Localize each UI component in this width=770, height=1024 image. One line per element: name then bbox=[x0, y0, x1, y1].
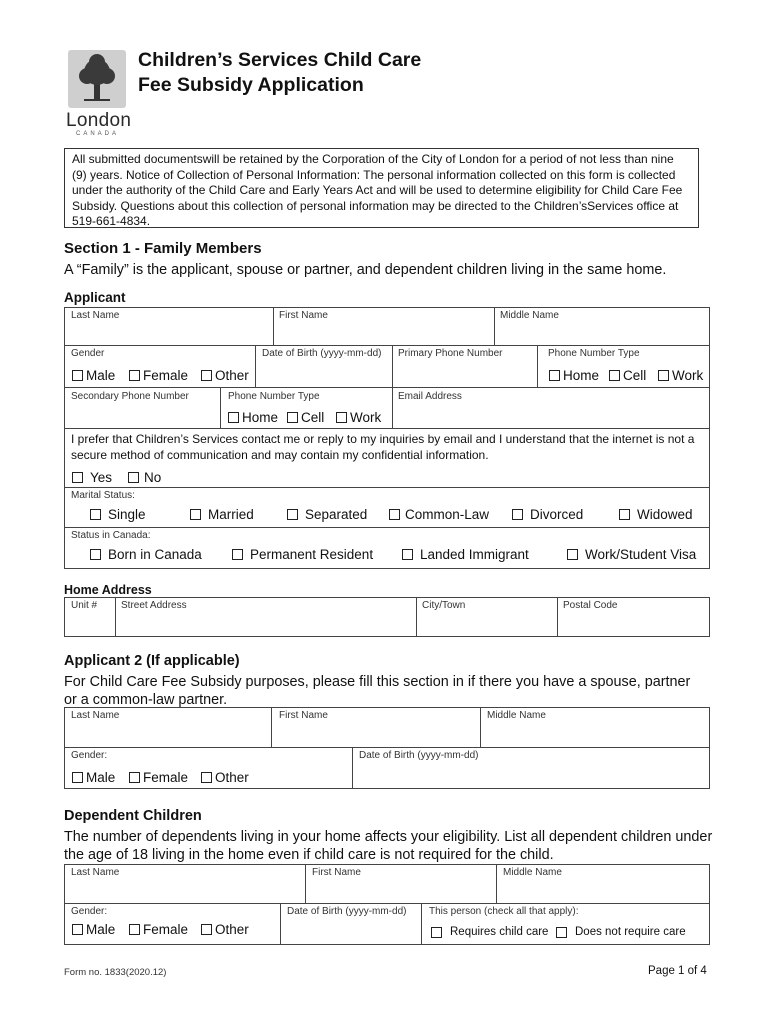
status-visa-checkbox[interactable]: Work/Student Visa bbox=[567, 547, 696, 562]
london-logo bbox=[68, 50, 126, 108]
gender-label: Gender bbox=[71, 348, 105, 359]
checkbox-icon bbox=[72, 370, 83, 381]
dep-first-name-label: First Name bbox=[312, 867, 361, 878]
requires-care-checkbox[interactable]: Requires child care bbox=[431, 926, 548, 938]
form-number: Form no. 1833(2020.12) bbox=[64, 967, 167, 978]
checkbox-icon bbox=[336, 412, 347, 423]
gender-other-checkbox[interactable]: Other bbox=[201, 368, 249, 383]
page-title: Children’s Services Child Care Fee Subsidy Application bbox=[138, 49, 422, 96]
status-born-checkbox[interactable]: Born in Canada bbox=[90, 547, 202, 562]
logo-subtext: CANADA bbox=[76, 131, 120, 137]
section1-intro: A “Family” is the applicant, spouse or partner, and dependent children living in the same home. bbox=[64, 262, 667, 278]
marital-status-cell bbox=[64, 487, 710, 528]
consent-no-checkbox[interactable]: No bbox=[128, 470, 161, 485]
unit-label: Unit # bbox=[71, 600, 98, 611]
street-label: Street Address bbox=[121, 600, 187, 611]
phone-type-label: Phone Number Type bbox=[548, 348, 640, 359]
phone-work-checkbox[interactable]: Work bbox=[658, 368, 703, 383]
checkbox-icon bbox=[201, 924, 212, 935]
dep-middle-name-label: Middle Name bbox=[503, 867, 562, 878]
checkbox-icon bbox=[287, 509, 298, 520]
a2-gender-other-checkbox[interactable]: Other bbox=[201, 770, 249, 785]
checkbox-icon bbox=[129, 772, 140, 783]
marital-widowed-checkbox[interactable]: Widowed bbox=[619, 507, 693, 522]
applicant-heading: Applicant bbox=[64, 290, 126, 305]
checkbox-icon bbox=[201, 370, 212, 381]
city-label: City/Town bbox=[422, 600, 466, 611]
marital-separated-checkbox[interactable]: Separated bbox=[287, 507, 367, 522]
dob-label: Date of Birth (yyyy-mm-dd) bbox=[262, 348, 382, 359]
status-pr-checkbox[interactable]: Permanent Resident bbox=[232, 547, 373, 562]
checkbox-icon bbox=[190, 509, 201, 520]
status-landed-checkbox[interactable]: Landed Immigrant bbox=[402, 547, 529, 562]
dep-gender-female-checkbox[interactable]: Female bbox=[129, 922, 188, 937]
checkbox-icon bbox=[287, 412, 298, 423]
section1-heading: Section 1 - Family Members bbox=[64, 240, 262, 257]
checkbox-icon bbox=[129, 924, 140, 935]
checkbox-icon bbox=[90, 549, 101, 560]
phone-type2-label: Phone Number Type bbox=[228, 391, 320, 402]
marital-commonlaw-checkbox[interactable]: Common-Law bbox=[389, 507, 489, 522]
not-require-care-checkbox[interactable]: Does not require care bbox=[556, 926, 686, 938]
phone2-cell-checkbox[interactable]: Cell bbox=[287, 410, 324, 425]
checkbox-icon bbox=[549, 370, 560, 381]
marital-single-checkbox[interactable]: Single bbox=[90, 507, 146, 522]
checkbox-icon bbox=[201, 772, 212, 783]
privacy-notice: All submitted documentswill be retained by the Corporation of the City of London for a period of not less than nine (9) years. Notice of Collection of Personal Information: The personal information collected on this form is collected under the authority of the Child Care and Early Years Act and will be used to determine eligibility for Child Care Fee Subsidy. Questions about this collection of personal information may be directed to the Children’sServices office at 519-661-4834. bbox=[64, 148, 699, 228]
phone2-work-checkbox[interactable]: Work bbox=[336, 410, 381, 425]
logo-wordmark: London bbox=[66, 110, 132, 131]
consent-yes-checkbox[interactable]: Yes bbox=[72, 470, 112, 485]
postal-label: Postal Code bbox=[563, 600, 618, 611]
gender-female-checkbox[interactable]: Female bbox=[129, 368, 188, 383]
gender-male-checkbox[interactable]: Male bbox=[72, 368, 115, 383]
marital-divorced-checkbox[interactable]: Divorced bbox=[512, 507, 583, 522]
marital-status-label: Marital Status: bbox=[71, 490, 135, 501]
checkbox-icon bbox=[72, 772, 83, 783]
applicant2-intro: For Child Care Fee Subsidy purposes, please fill this section in if there you have a spouse, partner or a common-law partner. bbox=[64, 674, 691, 708]
a2-last-name-label: Last Name bbox=[71, 710, 120, 721]
a2-gender-male-checkbox[interactable]: Male bbox=[72, 770, 115, 785]
page-number: Page 1 of 4 bbox=[648, 965, 707, 977]
dep-dob-label: Date of Birth (yyyy-mm-dd) bbox=[287, 906, 407, 917]
checkbox-icon bbox=[619, 509, 630, 520]
dep-gender-label: Gender: bbox=[71, 906, 108, 917]
a2-dob-label: Date of Birth (yyyy-mm-dd) bbox=[359, 750, 479, 761]
checkbox-icon bbox=[556, 927, 567, 938]
checkbox-icon bbox=[90, 509, 101, 520]
email-consent-text: I prefer that Children’s Services contact me or reply to my inquiries by email and I understand that the internet is not a secure method of communication and may contain my confidential information. bbox=[71, 432, 695, 462]
checkbox-icon bbox=[512, 509, 523, 520]
a2-gender-female-checkbox[interactable]: Female bbox=[129, 770, 188, 785]
a2-gender-label: Gender: bbox=[71, 750, 108, 761]
email-label: Email Address bbox=[398, 391, 462, 402]
first-name-label: First Name bbox=[279, 310, 328, 321]
checkbox-icon bbox=[129, 370, 140, 381]
checkbox-icon bbox=[609, 370, 620, 381]
checkbox-icon bbox=[431, 927, 442, 938]
tree-icon bbox=[68, 50, 126, 108]
dep-person-label: This person (check all that apply): bbox=[429, 906, 579, 917]
home-address-heading: Home Address bbox=[64, 583, 152, 597]
checkbox-icon bbox=[567, 549, 578, 560]
status-in-canada-label: Status in Canada: bbox=[71, 530, 151, 541]
checkbox-icon bbox=[658, 370, 669, 381]
checkbox-icon bbox=[72, 472, 83, 483]
middle-name-label: Middle Name bbox=[500, 310, 559, 321]
marital-married-checkbox[interactable]: Married bbox=[190, 507, 254, 522]
phone-home-checkbox[interactable]: Home bbox=[549, 368, 599, 383]
dep-gender-male-checkbox[interactable]: Male bbox=[72, 922, 115, 937]
a2-first-name-label: First Name bbox=[279, 710, 328, 721]
dependents-intro: The number of dependents living in your home affects your eligibility. List all dependent children under the age of 18 living in the home even if child care is not required for the child. bbox=[64, 829, 713, 863]
primary-phone-label: Primary Phone Number bbox=[398, 348, 503, 359]
applicant2-heading: Applicant 2 (If applicable) bbox=[64, 653, 240, 669]
checkbox-icon bbox=[72, 924, 83, 935]
phone-cell-checkbox[interactable]: Cell bbox=[609, 368, 646, 383]
phone2-home-checkbox[interactable]: Home bbox=[228, 410, 278, 425]
secondary-phone-label: Secondary Phone Number bbox=[71, 391, 189, 402]
checkbox-icon bbox=[389, 509, 400, 520]
dependents-heading: Dependent Children bbox=[64, 808, 202, 824]
checkbox-icon bbox=[128, 472, 139, 483]
a2-middle-name-label: Middle Name bbox=[487, 710, 546, 721]
checkbox-icon bbox=[402, 549, 413, 560]
checkbox-icon bbox=[232, 549, 243, 560]
checkbox-icon bbox=[228, 412, 239, 423]
dep-last-name-label: Last Name bbox=[71, 867, 120, 878]
dep-gender-other-checkbox[interactable]: Other bbox=[201, 922, 249, 937]
last-name-label: Last Name bbox=[71, 310, 120, 321]
